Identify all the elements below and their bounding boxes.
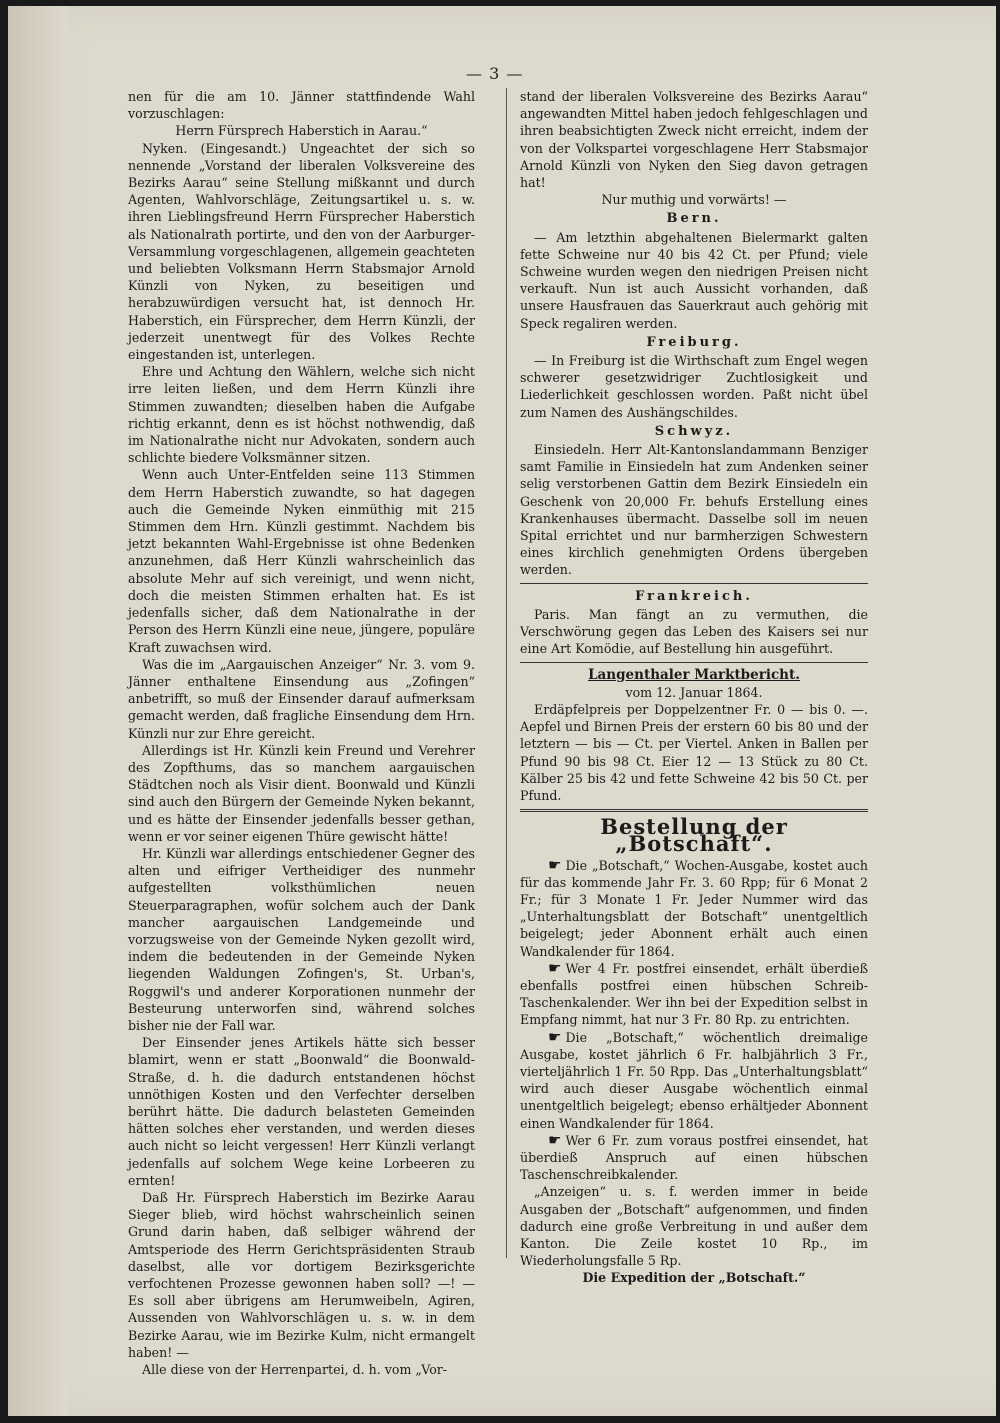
- pointing-hand-icon: ☛: [548, 958, 562, 977]
- rule: [520, 662, 868, 663]
- paragraph: — Am letzthin abgehaltenen Bielermarkt galten fette Schweine nur 40 bis 42 Ct. per Pfund; viele Schweine wurden wegen den niedrigen Preisen nicht verkauft. Nun ist auch Aussicht vorhanden, daß unsere Hausfrauen das Sauerkraut auch gehörig mit Speck regaliren werden.: [520, 229, 868, 331]
- paragraph: Ehre und Achtung den Wählern, welche sich nicht irre leiten ließen, und dem Herrn Künzli ihre Stimmen zuwandten; dieselben haben die Aufgabe richtig erkannt, denn es ist höchst nothwendig, daß im Nationalrathe nicht nur Advokaten, sondern auch schlichte biedere Volksmänner sitzen.: [128, 364, 475, 466]
- market-report-date: vom 12. Januar 1864.: [625, 684, 763, 700]
- rule: [520, 583, 868, 584]
- paragraph: Daß Hr. Fürsprech Haberstich im Bezirke Aarau Sieger blieb, wird höchst wahrscheinlich seinen Grund darin haben, daß selbiger während der Amtsperiode des Herrn Gerichtspräsidenten Straub daselbst, alle vor dortigem Bezirksgerichte verfochtenen Prozesse gewonnen haben soll? —! — Es soll aber übrigens am Herumweibeln, Agiren, Aussenden von Wahlvorschlägen u. s. w. in dem Bezirke Aarau, wie im Bezirke Kulm, nicht ermangelt haben! —: [128, 1190, 475, 1360]
- paragraph: — In Freiburg ist die Wirthschaft zum Engel wegen schwerer gesetzwidriger Zuchtlosigkeit und Liederlichkeit geschlossen worden. Paßt nicht übel zum Namen des Aushängschildes.: [520, 353, 868, 420]
- pointing-hand-icon: ☛: [548, 1130, 562, 1149]
- paragraph: nen für die am 10. Jänner stattfindende Wahl vorzuschlagen:: [128, 89, 475, 122]
- pointing-hand-icon: ☛: [548, 1027, 562, 1046]
- paragraph: Allerdings ist Hr. Künzli kein Freund und Verehrer des Zopfthums, das so manchem aargauischen Städtchen noch als Visir dient. Boonwald und Künzli sind auch den Bürgern der Gemeinde Nyken bekannt, und es hätte der Einsender jedenfalls besser gethan, wenn er vor seiner eigenen Thüre gewischt hätte!: [128, 742, 475, 844]
- paragraph: stand der liberalen Volksvereine des Bezirks Aarau“ angewandten Mittel haben jedoch fehlgeschlagen und ihren beabsichtigten Zweck nicht erreicht, indem der von der Volkspartei vorgeschlagene Herr Stabsmajor Arnold Künzli von Nyken den Sieg davon getragen hat!: [520, 89, 868, 191]
- section-heading-bern: Bern.: [666, 211, 722, 227]
- ad-paragraph: ☛ Wer 6 Fr. zum voraus postfrei einsendet, hat überdieß Anspruch auf einen hübschen Taschenschreibkalender.: [520, 1130, 868, 1183]
- right-column: [520, 88, 868, 1287]
- pointing-hand-icon: ☛: [548, 855, 562, 874]
- section-heading-freiburg: Freiburg.: [646, 334, 742, 350]
- paragraph: Nyken. (Eingesandt.) Ungeachtet der sich so nennende „Vorstand der liberalen Volksvereine des Bezirks Aarau“ seine Stellung mißkannt und durch Agenten, Wahlvorschläge, Zeitungsartikel u. s. w. ihren Lieblingsfreund Herrn Fürsprecher Haberstich als Nationalrath portirte, und den von der Aarburger-Versammlung vorgeschlagenen, allgemein geachteten und beliebten Volksmann Herrn Stabsmajor Arnold Künzli von Nyken, zu beseitigen und herabzuwürdigen versucht hat, ist dennoch Hr. Haberstich, ein Fürsprecher, dem Herrn Künzli, der jederzeit unentwegt für des Volkes Rechte eingestanden ist, unterlegen.: [128, 140, 475, 363]
- subscription-title: Bestellung der „Botschaft“.: [600, 814, 788, 857]
- ad-paragraph: ☛ Die „Botschaft,“ wöchentlich dreimalige Ausgabe, kostet jährlich 6 Fr. halbjährlich 3 Fr., vierteljährlich 1 Fr. 50 Rpp. Das „Unterhaltungsblatt“ wird auch dieser Ausgabe wöchentlich einmal unentgeltlich beigelegt; ebenso erhältjeder Abonnent einen Wandkalender für 1864.: [520, 1027, 868, 1131]
- market-report-title: Langenthaler Marktbericht.: [588, 666, 800, 683]
- signature: Die Expedition der „Botschaft.“: [582, 1270, 806, 1286]
- column-divider: [506, 88, 507, 1258]
- paragraph: Paris. Man fängt an zu vermuthen, die Verschwörung gegen das Leben des Kaisers sei nur eine Art Komödie, auf Bestellung hin ausgeführt.: [520, 606, 868, 657]
- section-heading-schwyz: Schwyz.: [654, 423, 734, 439]
- paragraph: Erdäpfelpreis per Doppelzentner Fr. 0 — bis 0. —. Aepfel und Birnen Preis der erstern 60 bis 80 und der letztern — bis — Ct. per Viertel. Anken in Ballen per Pfund 90 bis 98 Ct. Eier 12 — 13 Stück zu 80 Ct. Kälber 25 bis 42 und fette Schweine 42 bis 50 Ct. per Pfund.: [520, 701, 868, 803]
- paragraph: Der Einsender jenes Artikels hätte sich besser blamirt, wenn er statt „Boonwald“ die Boonwald-Straße, d. h. die dadurch entstandenen höchst unnöthigen Kosten und den Verfechter derselben berührt hätte. Die dadurch belasteten Gemeinden hätten solches eher verstanden, und werden dieses auch nicht so leicht vergessen! Herr Künzli verlangt jedenfalls auf solchem Wege keine Lorbeeren zu ernten!: [128, 1035, 475, 1188]
- ad-paragraph: ☛ Die „Botschaft,“ Wochen-Ausgabe, kostet auch für das kommende Jahr Fr. 3. 60 Rpp; für 6 Monat 2 Fr.; für 3 Monate 1 Fr. Jeder Nummer wird das „Unterhaltungsblatt der Botschaft“ unentgeltlich beigelegt; jeder Abonnent erhält auch einen Wandkalender für 1864.: [520, 855, 868, 959]
- double-rule: [520, 809, 868, 812]
- paragraph: Alle diese von der Herrenpartei, d. h. vom „Vor-: [142, 1362, 448, 1378]
- paragraph: Was die im „Aargauischen Anzeiger“ Nr. 3. vom 9. Jänner enthaltene Einsendung aus „Zofingen“ anbetrifft, so muß der Einsender darauf aufmerksam gemacht werden, daß fragliche Einsendung dem Hrn. Künzli nur zur Ehre gereicht.: [128, 656, 475, 741]
- page-fold-shadow: [8, 6, 68, 1416]
- page-number: — 3 —: [466, 64, 524, 83]
- paragraph: Wenn auch Unter-Entfelden seine 113 Stimmen dem Herrn Haberstich zuwandte, so hat dagegen auch die Gemeinde Nyken einmüthig mit 215 Stimmen dem Hrn. Künzli gestimmt. Nachdem bis jetzt bekannten Wahl-Ergebnisse ist ohne Bedenken anzunehmen, daß Herr Künzli wahrscheinlich das absolute Mehr auf sich vereinigt, und wenn nicht, doch die meisten Stimmen erhalten hat. Es ist jedenfalls sicher, daß dem Nationalrathe in der Person des Herrn Künzli eine neue, jüngere, populäre Kraft zuwachsen wird.: [128, 467, 475, 655]
- candidate-line: Herrn Fürsprech Haberstich in Aarau.“: [175, 123, 428, 139]
- ad-paragraph: „Anzeigen“ u. s. f. werden immer in beide Ausgaben der „Botschaft“ aufgenommen, und finden dadurch eine große Verbreitung in und außer dem Kanton. Die Zeile kostet 10 Rp., im Wiederholungsfalle 5 Rp.: [520, 1184, 868, 1269]
- ad-paragraph: ☛ Wer 4 Fr. postfrei einsendet, erhält überdieß ebenfalls postfrei einen hübschen Schreib-Taschenkalender. Wer ihn bei der Expedition selbst in Empfang nimmt, hat nur 3 Fr. 80 Rp. zu entrichten.: [520, 958, 868, 1028]
- motto: Nur muthig und vorwärts! —: [601, 192, 787, 208]
- paragraph: Einsiedeln. Herr Alt-Kantonslandammann Benziger samt Familie in Einsiedeln hat zum Andenken seiner selig verstorbenen Gattin dem Bezirk Einsiedeln ein Geschenk von 20,000 Fr. behufs Erstellung eines Krankenhauses übermacht. Dasselbe soll im neuen Spital errichtet und nur barmherzigen Schwestern eines kirchlich genehmigten Ordens übergeben werden.: [520, 442, 868, 578]
- left-column: [128, 88, 475, 1378]
- paragraph: Hr. Künzli war allerdings entschiedener Gegner des alten und eifriger Vertheidiger des nunmehr aufgestellten volksthümlichen neuen Steuerparagraphen, wofür solchem auch der Dank mancher aargauischen Landgemeinde und vorzugsweise von der Gemeinde Nyken gezollt wird, indem die bedeutenden in der Gemeinde Nyken liegenden Waldungen Zofingen's, St. Urban's, Roggwil's und anderer Korporationen nunmehr der Besteurung unterworfen sind, während solches bisher nie der Fall war.: [128, 845, 475, 1033]
- section-heading-frankreich: Frankreich.: [635, 588, 753, 604]
